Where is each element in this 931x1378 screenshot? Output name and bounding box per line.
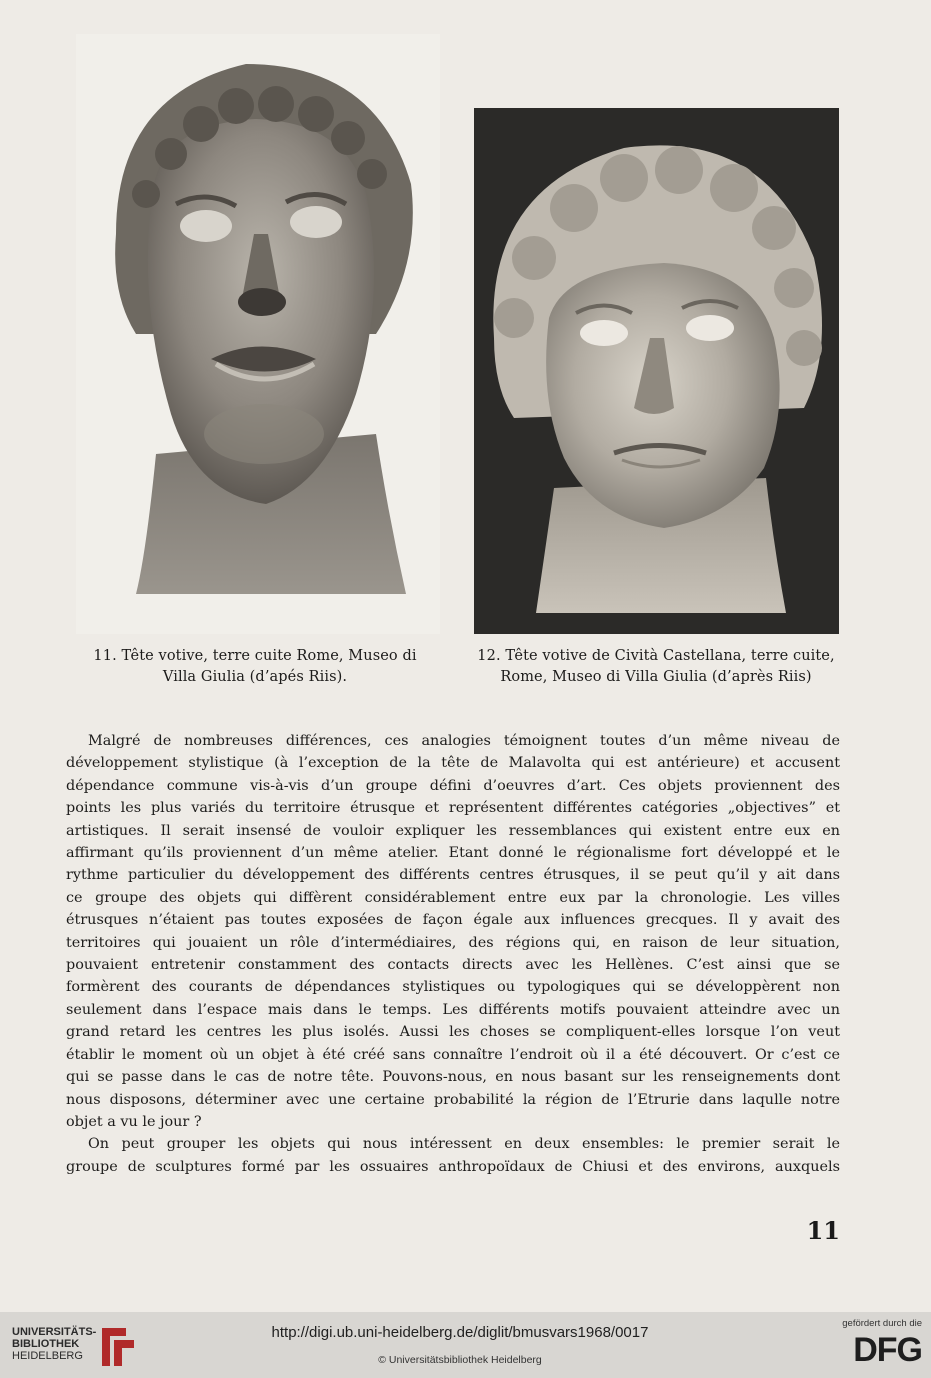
text-line: ce groupe des objets qui diffèrent considérablement entre eux par la chronologie. Les villes	[66, 889, 840, 906]
text-line: grand retard les centres les plus isolés. Aussi les choses se compliquent-elles lorsque l’on veut	[66, 1024, 840, 1041]
text-line: rythme particulier du développement des différents centres étrusques, il se peut qu’il y ait dans	[66, 867, 840, 884]
copyright-notice: © Universitätsbibliothek Heidelberg	[378, 1354, 542, 1366]
text-line: Malgré de nombreuses différences, ces analogies témoignent toutes d’un même niveau de	[88, 733, 840, 749]
text-line: On peut grouper les objets qui nous intéressent en deux ensembles: le premier serait le	[88, 1136, 840, 1153]
text-line: groupe de sculptures formé par les ossuaires anthropoïdaux de Chiusi et des environs, auxquels	[66, 1158, 840, 1175]
body-text	[66, 730, 840, 1178]
text-line: formèrent des courants de dépendances stylistiques ou typologiques qui se développèrent non	[66, 979, 840, 996]
text-line: développement stylistique (à l’exception de la tête de Malavolta qui est antérieure) et accusent	[66, 755, 840, 772]
text-line: étrusques n’étaient pas toutes exposées de façon égale aux influences grecques. Il y avait des	[66, 912, 840, 929]
text-line: nous disposons, déterminer avec une certaine probabilité la région de l’Etrurie dans laqulle notre	[66, 1091, 840, 1108]
caption-line: Rome, Museo di Villa Giulia (d’après Riis)	[500, 669, 812, 685]
footer-bar	[0, 1312, 931, 1378]
text-line: établir le moment où un objet à été créé sans connaître l’endroit où il a été découvert. Or c’est ce	[66, 1046, 840, 1063]
text-line: dépendance commune vis-à-vis d’un groupe défini d’oeuvres d’art. Ces objets proviennent des	[66, 777, 840, 794]
permalink-url[interactable]: http://digi.ub.uni-heidelberg.de/diglit/bmusvars1968/0017	[271, 1324, 649, 1341]
text-line: pouvaient entretenir constamment des contacts directs avec les Hellènes. C’est ainsi que se	[66, 957, 840, 974]
caption-line: 11. Tête votive, terre cuite Rome, Museo di	[93, 648, 417, 664]
library-name	[12, 1326, 96, 1362]
text-line: points les plus variés du territoire étrusque et représentent différentes catégories „objectives” et	[66, 800, 840, 817]
text-line: territoires qui jouaient un rôle d’intermédiaires, des régions qui, en raison de leur situation,	[66, 934, 840, 951]
figure-11-caption	[60, 646, 450, 688]
figure-12-caption	[462, 646, 850, 688]
votive-head-image-2	[474, 108, 839, 634]
figure-11-photo	[76, 34, 440, 634]
dfg-logo[interactable]: DFG	[853, 1331, 922, 1369]
library-line-3: HEIDELBERG	[12, 1350, 83, 1362]
votive-head-image-1	[76, 34, 440, 634]
figure-12-photo	[474, 108, 839, 634]
text-line: affirmant qu’ils proviennent d’un même atelier. Etant donné le régionalisme fort développé et le	[66, 845, 840, 862]
funder-note: gefördert durch die	[842, 1318, 922, 1329]
page-number: 11	[806, 1216, 840, 1245]
text-line: qui se passe dans le cas de notre tête. Pouvons-nous, en nous basant sur les renseignements dont	[66, 1069, 840, 1086]
university-library-logo[interactable]	[12, 1322, 162, 1372]
text-line: objet a vu le jour ?	[66, 1113, 202, 1130]
caption-line: 12. Tête votive de Cività Castellana, terre cuite,	[477, 648, 835, 664]
caption-line: Villa Giulia (d’apés Riis).	[162, 669, 348, 685]
library-line-1: UNIVERSITÄTS-	[12, 1326, 97, 1338]
text-line: artistiques. Il serait insensé de vouloir expliquer les ressemblances qui existent entre eux en	[66, 822, 840, 839]
library-emblem-icon	[96, 1322, 140, 1370]
library-line-2: BIBLIOTHEK	[12, 1338, 80, 1350]
text-line: seulement dans l’espace mais dans le temps. Les différents motifs pouvaient atteindre avec un	[66, 1001, 840, 1018]
